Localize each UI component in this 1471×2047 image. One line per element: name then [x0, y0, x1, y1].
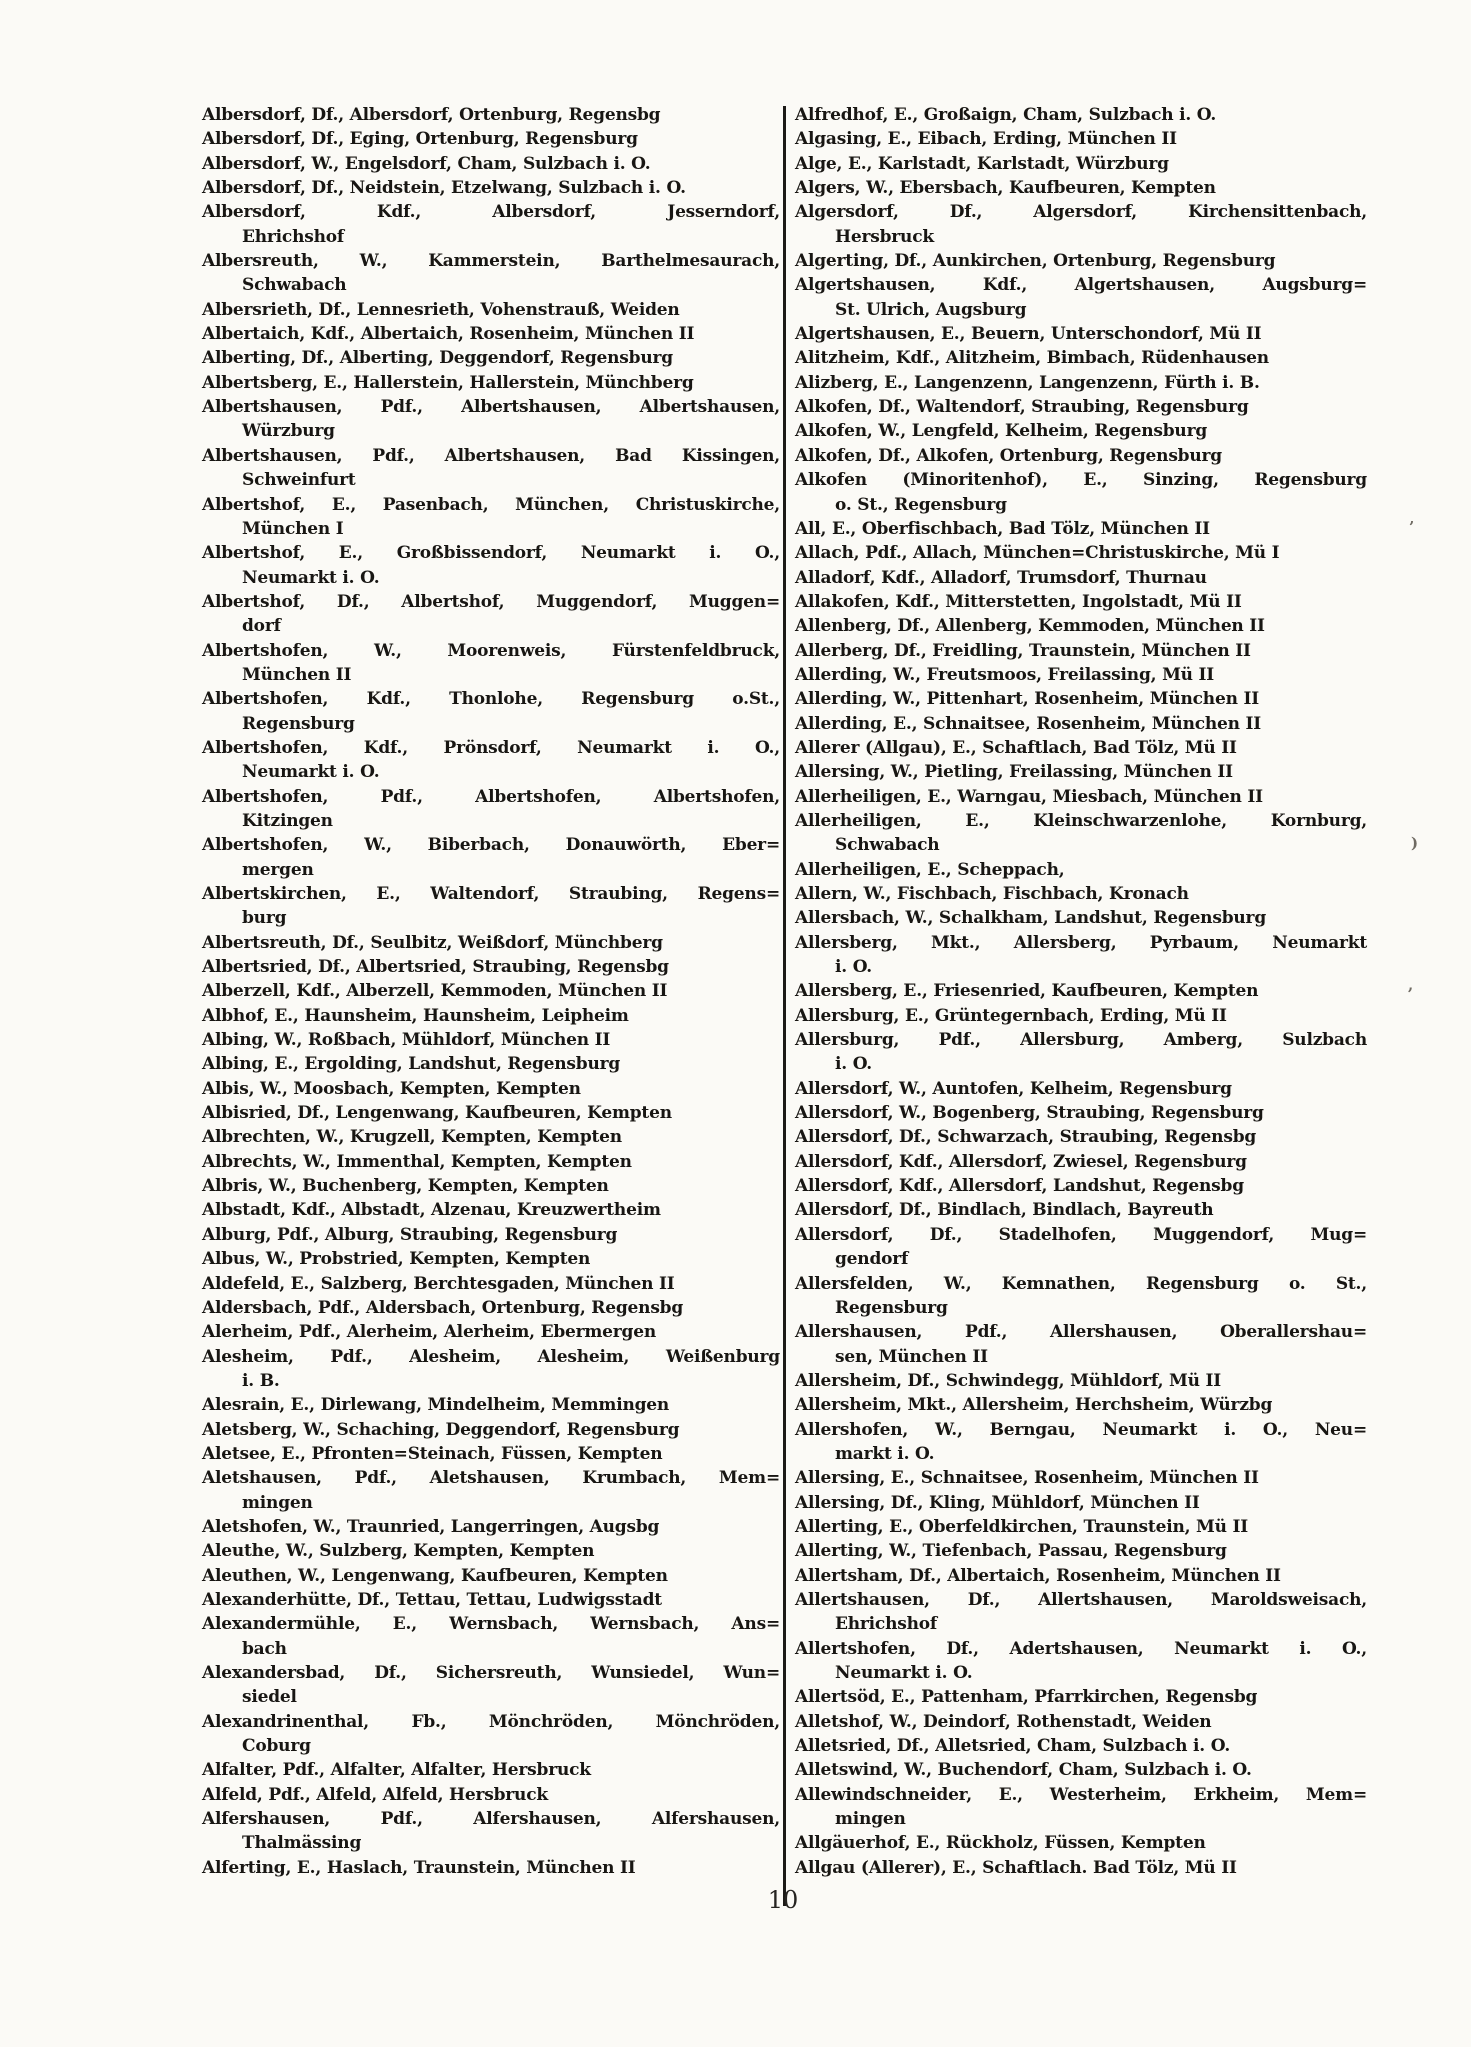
gazetteer-line: burg	[242, 908, 287, 929]
gazetteer-line: Neumarkt i. O.	[242, 762, 380, 783]
gazetteer-line: Algertshausen, E., Beuern, Unterschondorf, Mü II	[795, 324, 1262, 345]
gazetteer-line: All, E., Oberfischbach, Bad Tölz, München II	[795, 518, 1210, 539]
ink-speck: )	[1411, 834, 1419, 852]
gazetteer-line: Alexandrinenthal, Fb., Mönchröden, Mönchröden,	[202, 1711, 780, 1732]
gazetteer-line: markt i. O.	[835, 1443, 935, 1464]
gazetteer-line: Allersdorf, Kdf., Allersdorf, Zwiesel, Regensburg	[795, 1151, 1247, 1172]
gazetteer-line: Albertshofen, W., Biberbach, Donauwörth, Eber=	[202, 835, 780, 856]
gazetteer-line: St. Ulrich, Augsburg	[835, 299, 1027, 320]
gazetteer-line: Allersheim, Df., Schwindegg, Mühldorf, Mü II	[795, 1370, 1222, 1391]
gazetteer-line: Allersing, W., Pietling, Freilassing, München II	[795, 762, 1233, 783]
gazetteer-line: Albertsreuth, Df., Seulbitz, Weißdorf, Münchberg	[202, 932, 663, 953]
gazetteer-line: Allersing, Df., Kling, Mühldorf, München II	[795, 1492, 1200, 1513]
gazetteer-line: Alexanderhütte, Df., Tettau, Tettau, Ludwigsstadt	[202, 1589, 662, 1610]
gazetteer-line: Alletshof, W., Deindorf, Rothenstadt, Weiden	[795, 1711, 1212, 1732]
gazetteer-line: Albertsberg, E., Hallerstein, Hallerstein, Münchberg	[202, 372, 694, 393]
gazetteer-line: Alesheim, Pdf., Alesheim, Alesheim, Weißenburg	[202, 1346, 780, 1367]
gazetteer-line: Allershofen, W., Berngau, Neumarkt i. O., Neu=	[795, 1419, 1367, 1440]
gazetteer-line: Alizberg, E., Langenzenn, Langenzenn, Fürth i. B.	[795, 372, 1260, 393]
gazetteer-line: Thalmässing	[242, 1833, 362, 1854]
gazetteer-line: Allerting, W., Tiefenbach, Passau, Regensburg	[795, 1541, 1227, 1562]
gazetteer-line: Albertshof, E., Großbissendorf, Neumarkt i. O.,	[202, 543, 780, 564]
gazetteer-line: Albis, W., Moosbach, Kempten, Kempten	[202, 1078, 581, 1099]
gazetteer-line: Albrechts, W., Immenthal, Kempten, Kempten	[202, 1151, 632, 1172]
column-divider-rule	[783, 106, 786, 1906]
gazetteer-line: Allersheim, Mkt., Allersheim, Herchsheim, Würzbg	[795, 1395, 1273, 1416]
gazetteer-line: Hersbruck	[835, 226, 934, 247]
gazetteer-line: Albersreuth, W., Kammerstein, Barthelmesaurach,	[202, 251, 780, 272]
gazetteer-line: Allerberg, Df., Freidling, Traunstein, München II	[795, 640, 1251, 661]
gazetteer-line: Albertskirchen, E., Waltendorf, Straubing, Regens=	[202, 884, 780, 904]
gazetteer-line: Aldefeld, E., Salzberg, Berchtesgaden, München II	[202, 1273, 675, 1294]
gazetteer-line: Alkofen (Minoritenhof), E., Sinzing, Regensburg	[795, 470, 1367, 491]
gazetteer-line: Allersburg, E., Grüntegernbach, Erding, Mü II	[795, 1005, 1227, 1026]
gazetteer-column-left	[202, 103, 780, 1880]
gazetteer-line: Allersberg, E., Friesenried, Kaufbeuren, Kempten	[795, 981, 1259, 1002]
gazetteer-line: Allerting, E., Oberfeldkirchen, Traunstein, Mü II	[795, 1516, 1249, 1537]
gazetteer-line: Schwabach	[242, 275, 347, 296]
gazetteer-line: Algasing, E., Eibach, Erding, München II	[795, 129, 1177, 150]
page-number: 10	[767, 1886, 799, 1914]
gazetteer-line: Albertshofen, Pdf., Albertshofen, Albertshofen,	[202, 786, 780, 807]
gazetteer-line: Aletsee, E., Pfronten=Steinach, Füssen, Kempten	[202, 1443, 663, 1464]
gazetteer-line: Regensburg	[242, 713, 355, 734]
gazetteer-line: Allerer (Allgau), E., Schaftlach, Bad Tölz, Mü II	[795, 737, 1237, 758]
gazetteer-line: Ehrichshof	[242, 226, 345, 247]
gazetteer-line: Albisried, Df., Lengenwang, Kaufbeuren, Kempten	[202, 1103, 672, 1124]
gazetteer-line: Schweinfurt	[242, 470, 356, 491]
gazetteer-line: Ehrichshof	[835, 1614, 938, 1635]
gazetteer-line: Allerheiligen, E., Kleinschwarzenlohe, Kornburg,	[795, 810, 1367, 831]
gazetteer-line: Alladorf, Kdf., Alladorf, Trumsdorf, Thurnau	[795, 567, 1207, 588]
gazetteer-line: Alexandermühle, E., Wernsbach, Wernsbach, Ans=	[202, 1614, 780, 1635]
gazetteer-line: Kitzingen	[242, 810, 333, 831]
gazetteer-line: Albertsried, Df., Albertsried, Straubing, Regensbg	[202, 957, 669, 978]
gazetteer-line: Albertshof, Df., Albertshof, Muggendorf, Muggen=	[202, 591, 780, 612]
gazetteer-line: Allersburg, Pdf., Allersburg, Amberg, Sulzbach	[795, 1030, 1367, 1051]
gazetteer-line: Albersdorf, Df., Neidstein, Etzelwang, Sulzbach i. O.	[202, 178, 686, 199]
gazetteer-line: München II	[242, 664, 352, 685]
gazetteer-line: Allach, Pdf., Allach, München=Christuskirche, Mü I	[795, 543, 1280, 564]
gazetteer-line: Albrechten, W., Krugzell, Kempten, Kempten	[202, 1127, 622, 1148]
gazetteer-line: Allertsham, Df., Albertaich, Rosenheim, München II	[795, 1565, 1281, 1586]
gazetteer-line: Aletsberg, W., Schaching, Deggendorf, Regensburg	[202, 1419, 680, 1440]
gazetteer-line: Allersbach, W., Schalkham, Landshut, Regensburg	[795, 908, 1266, 929]
gazetteer-line: Alkofen, Df., Alkofen, Ortenburg, Regensburg	[795, 445, 1222, 466]
gazetteer-line: Albertaich, Kdf., Albertaich, Rosenheim, München II	[202, 324, 695, 345]
gazetteer-line: Aleuthen, W., Lengenwang, Kaufbeuren, Kempten	[202, 1565, 668, 1586]
gazetteer-line: mergen	[242, 859, 314, 880]
gazetteer-line: Würzburg	[242, 421, 335, 442]
gazetteer-line: Albing, W., Roßbach, Mühldorf, München II	[202, 1030, 611, 1051]
gazetteer-line: Allern, W., Fischbach, Fischbach, Kronach	[795, 884, 1189, 904]
ink-speck: ’	[1409, 518, 1415, 536]
gazetteer-line: Aleuthe, W., Sulzberg, Kempten, Kempten	[202, 1541, 595, 1562]
gazetteer-column-right	[795, 103, 1367, 1880]
gazetteer-line: Schwabach	[835, 835, 940, 856]
gazetteer-line: Albersdorf, Kdf., Albersdorf, Jesserndorf,	[202, 202, 780, 223]
gazetteer-line: Allersfelden, W., Kemnathen, Regensburg o. St.,	[795, 1273, 1367, 1294]
gazetteer-line: sen, München II	[835, 1346, 988, 1367]
gazetteer-line: Albertshausen, Pdf., Albertshausen, Bad Kissingen,	[202, 445, 780, 466]
gazetteer-line: Albertshof, E., Pasenbach, München, Christuskirche,	[202, 494, 780, 515]
gazetteer-line: Alberzell, Kdf., Alberzell, Kemmoden, München II	[202, 981, 668, 1002]
gazetteer-line: Allersdorf, Df., Stadelhofen, Muggendorf, Mug=	[795, 1224, 1367, 1245]
gazetteer-line: bach	[242, 1638, 287, 1659]
gazetteer-line: Algersdorf, Df., Algersdorf, Kirchensittenbach,	[795, 202, 1367, 223]
gazetteer-line: Albus, W., Probstried, Kempten, Kempten	[202, 1249, 591, 1270]
gazetteer-line: Allersberg, Mkt., Allersberg, Pyrbaum, Neumarkt	[795, 932, 1367, 953]
gazetteer-line: Alburg, Pdf., Alburg, Straubing, Regensburg	[202, 1224, 618, 1245]
gazetteer-line: Alfeld, Pdf., Alfeld, Alfeld, Hersbruck	[202, 1784, 548, 1805]
gazetteer-line: Alkofen, Df., Waltendorf, Straubing, Regensburg	[795, 397, 1249, 418]
gazetteer-line: i. B.	[242, 1370, 280, 1391]
gazetteer-line: Allertshofen, Df., Adertshausen, Neumarkt i. O.,	[795, 1638, 1367, 1659]
ink-speck: ,	[1408, 976, 1414, 994]
gazetteer-line: Neumarkt i. O.	[835, 1663, 973, 1683]
gazetteer-line: siedel	[242, 1687, 297, 1708]
gazetteer-line: Albhof, E., Haunsheim, Haunsheim, Leipheim	[202, 1005, 629, 1026]
gazetteer-line: mingen	[242, 1492, 313, 1513]
gazetteer-line: Allersdorf, W., Bogenberg, Straubing, Regensburg	[795, 1103, 1264, 1124]
gazetteer-line: Algerting, Df., Aunkirchen, Ortenburg, Regensburg	[795, 251, 1276, 272]
gazetteer-line: Allenberg, Df., Allenberg, Kemmoden, München II	[795, 616, 1265, 637]
gazetteer-line: Allersdorf, Df., Schwarzach, Straubing, Regensbg	[795, 1127, 1257, 1148]
gazetteer-line: Neumarkt i. O.	[242, 567, 380, 588]
gazetteer-line: Allewindschneider, E., Westerheim, Erkheim, Mem=	[795, 1784, 1367, 1805]
gazetteer-line: Albing, E., Ergolding, Landshut, Regensburg	[202, 1054, 621, 1075]
gazetteer-line: Allerheiligen, E., Warngau, Miesbach, München II	[795, 786, 1263, 807]
gazetteer-line: Allerding, E., Schnaitsee, Rosenheim, München II	[795, 713, 1262, 734]
gazetteer-line: Albertshofen, Kdf., Thonlohe, Regensburg o.St.,	[202, 689, 780, 710]
gazetteer-line: Allersing, E., Schnaitsee, Rosenheim, München II	[795, 1468, 1259, 1489]
gazetteer-line: Albersdorf, Df., Albersdorf, Ortenburg, Regensbg	[202, 105, 661, 125]
gazetteer-line: Allerding, W., Pittenhart, Rosenheim, München II	[795, 689, 1259, 710]
gazetteer-line: Aletshofen, W., Traunried, Langerringen, Augsbg	[202, 1516, 660, 1537]
gazetteer-line: Alletswind, W., Buchendorf, Cham, Sulzbach i. O.	[795, 1760, 1252, 1781]
gazetteer-line: Alesrain, E., Dirlewang, Mindelheim, Memmingen	[202, 1395, 670, 1416]
gazetteer-line: Aldersbach, Pdf., Aldersbach, Ortenburg, Regensbg	[202, 1297, 684, 1318]
gazetteer-line: Coburg	[242, 1736, 311, 1757]
gazetteer-line: Allgau (Allerer), E., Schaftlach. Bad Tölz, Mü II	[795, 1857, 1237, 1878]
gazetteer-line: Albersdorf, W., Engelsdorf, Cham, Sulzbach i. O.	[202, 153, 651, 174]
gazetteer-line: Alletsried, Df., Alletsried, Cham, Sulzbach i. O.	[795, 1736, 1231, 1757]
gazetteer-line: Alexandersbad, Df., Sichersreuth, Wunsiedel, Wun=	[202, 1663, 780, 1683]
gazetteer-line: Allertsöd, E., Pattenham, Pfarrkirchen, Regensbg	[795, 1687, 1258, 1708]
gazetteer-line: Alfredhof, E., Großaign, Cham, Sulzbach i. O.	[795, 105, 1217, 125]
gazetteer-line: Alge, E., Karlstadt, Karlstadt, Würzburg	[795, 153, 1169, 174]
gazetteer-line: Alerheim, Pdf., Alerheim, Alerheim, Ebermergen	[202, 1322, 657, 1343]
gazetteer-line: Algers, W., Ebersbach, Kaufbeuren, Kempten	[795, 178, 1216, 199]
gazetteer-line: i. O.	[835, 957, 873, 978]
gazetteer-line: Allersdorf, Kdf., Allersdorf, Landshut, Regensbg	[795, 1176, 1244, 1197]
gazetteer-line: Alfershausen, Pdf., Alfershausen, Alfershausen,	[202, 1809, 780, 1830]
gazetteer-line: dorf	[242, 616, 281, 637]
gazetteer-line: Albertshofen, W., Moorenweis, Fürstenfeldbruck,	[202, 640, 780, 661]
gazetteer-line: Albertshausen, Pdf., Albertshausen, Albertshausen,	[202, 397, 780, 418]
gazetteer-line: Albersrieth, Df., Lennesrieth, Vohenstrauß, Weiden	[202, 299, 680, 320]
gazetteer-line: Regensburg	[835, 1297, 948, 1318]
gazetteer-line: Albersdorf, Df., Eging, Ortenburg, Regensburg	[202, 129, 638, 150]
gazetteer-line: Allgäuerhof, E., Rückholz, Füssen, Kempten	[795, 1833, 1206, 1854]
gazetteer-line: Allershausen, Pdf., Allershausen, Oberallershau=	[795, 1322, 1367, 1343]
gazetteer-line: Albertshofen, Kdf., Prönsdorf, Neumarkt i. O.,	[202, 737, 780, 758]
gazetteer-line: Allerding, W., Freutsmoos, Freilassing, Mü II	[795, 664, 1215, 685]
gazetteer-line: Algertshausen, Kdf., Algertshausen, Augsburg=	[795, 275, 1367, 296]
gazetteer-line: München I	[242, 518, 344, 539]
gazetteer-line: Allersdorf, W., Auntofen, Kelheim, Regensburg	[795, 1078, 1232, 1099]
gazetteer-line: Allertshausen, Df., Allertshausen, Maroldsweisach,	[795, 1589, 1367, 1610]
gazetteer-line: Alkofen, W., Lengfeld, Kelheim, Regensburg	[795, 421, 1208, 442]
gazetteer-line: Alitzheim, Kdf., Alitzheim, Bimbach, Rüdenhausen	[795, 348, 1269, 369]
gazetteer-line: Albris, W., Buchenberg, Kempten, Kempten	[202, 1176, 609, 1197]
gazetteer-line: i. O.	[835, 1054, 873, 1075]
gazetteer-line: Alberting, Df., Alberting, Deggendorf, Regensburg	[202, 348, 673, 369]
gazetteer-line: mingen	[835, 1809, 906, 1830]
gazetteer-line: gendorf	[835, 1249, 909, 1270]
gazetteer-line: Alferting, E., Haslach, Traunstein, München II	[202, 1857, 636, 1878]
gazetteer-line: Allersdorf, Df., Bindlach, Bindlach, Bayreuth	[795, 1200, 1214, 1221]
gazetteer-line: Alfalter, Pdf., Alfalter, Alfalter, Hersbruck	[202, 1760, 591, 1781]
gazetteer-line: Aletshausen, Pdf., Aletshausen, Krumbach, Mem=	[202, 1468, 780, 1489]
gazetteer-line: Allerheiligen, E., Scheppach,	[795, 859, 1065, 880]
gazetteer-line: o. St., Regensburg	[835, 494, 1007, 515]
gazetteer-line: Albstadt, Kdf., Albstadt, Alzenau, Kreuzwertheim	[202, 1200, 661, 1221]
gazetteer-line: Allakofen, Kdf., Mitterstetten, Ingolstadt, Mü II	[795, 591, 1242, 612]
